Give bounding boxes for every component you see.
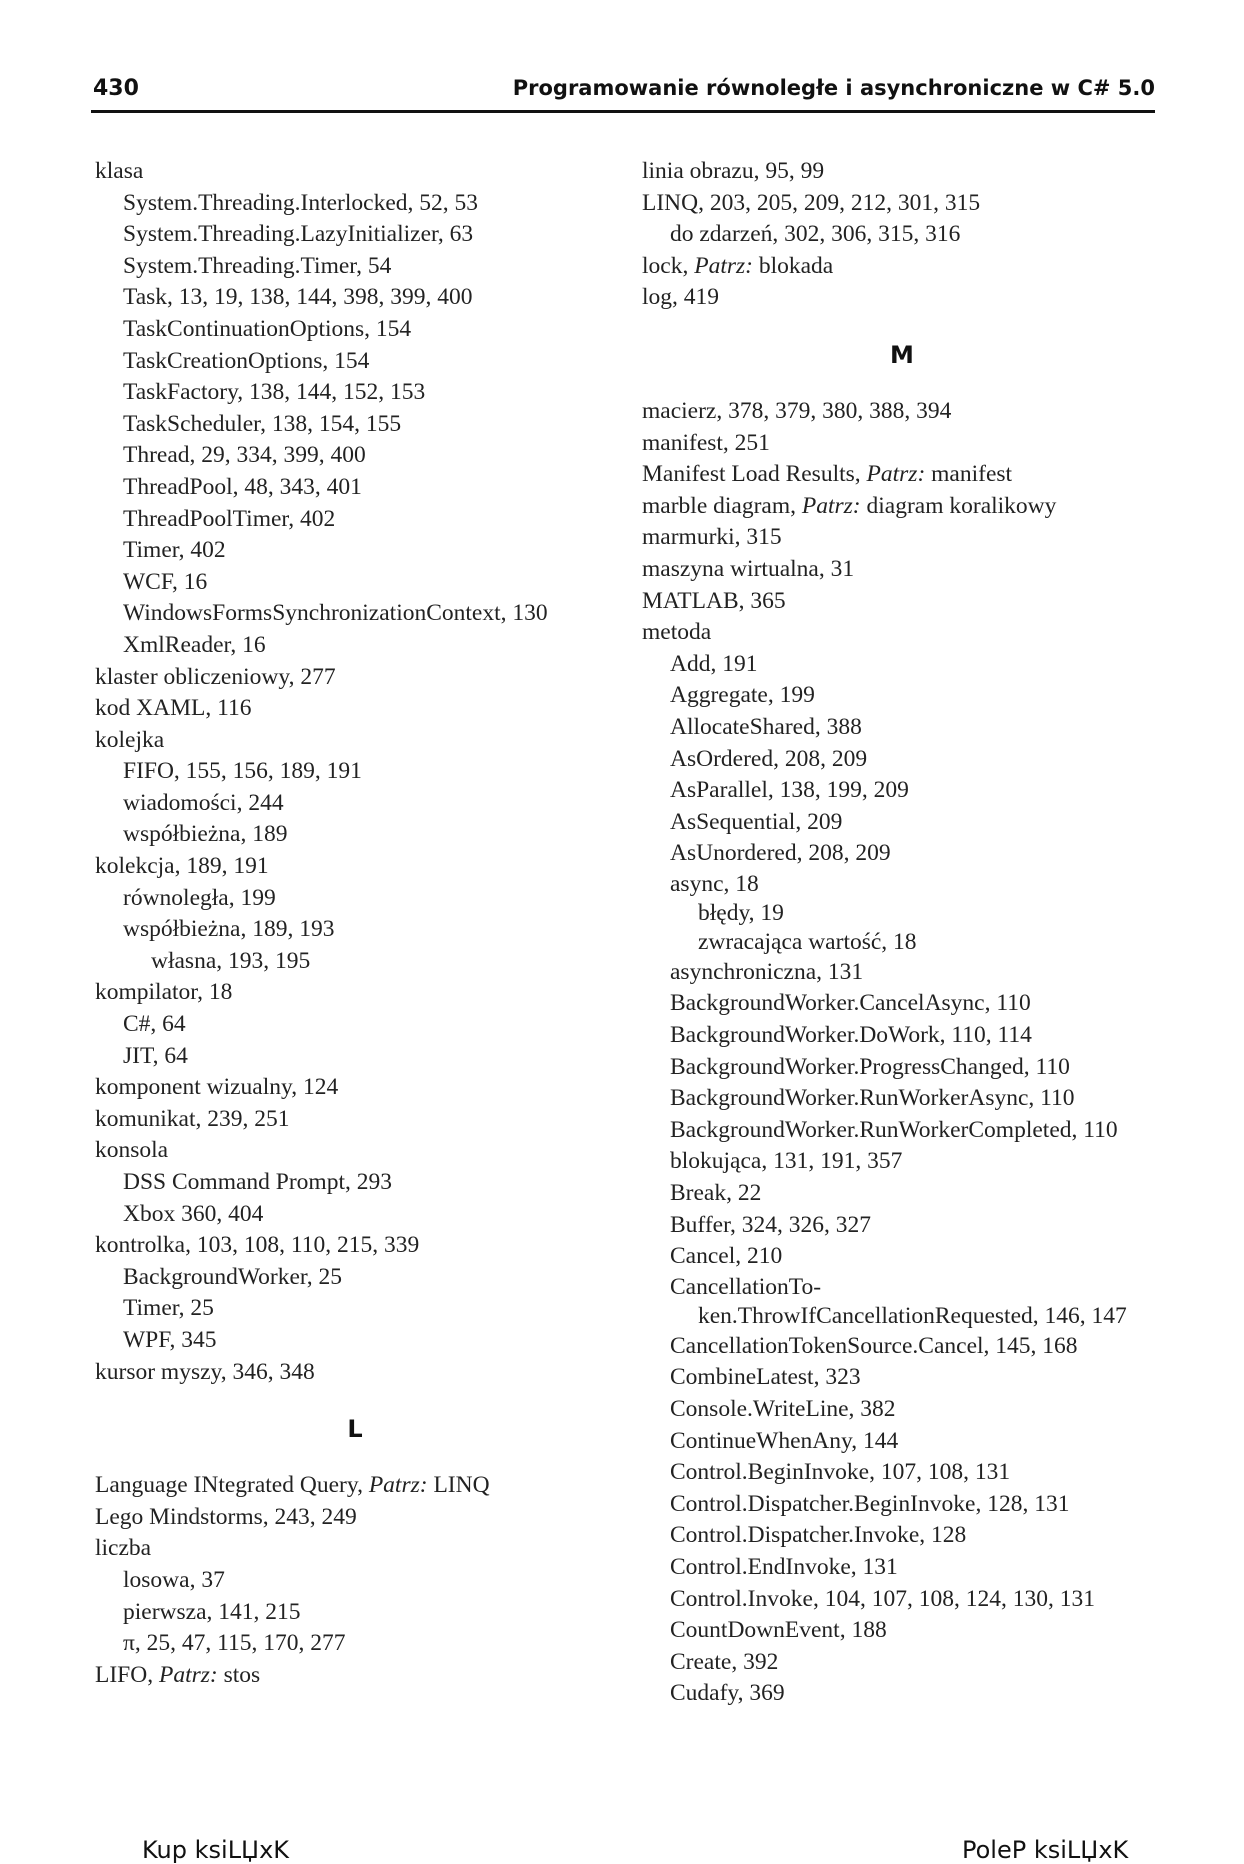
index-entry — [642, 554, 1162, 586]
entry-text: π, 25, 47, 115, 170, 277 — [123, 1630, 346, 1657]
index-subentry — [642, 1020, 1162, 1052]
index-entry — [642, 522, 1162, 554]
entry-text: komponent wizualny, 124 — [95, 1074, 339, 1101]
index-subentry — [642, 219, 1162, 251]
index-subentry — [95, 504, 615, 536]
entry-text: Add, 191 — [670, 650, 758, 677]
entry-text: CountDownEvent, 188 — [670, 1617, 887, 1644]
index-entry — [642, 617, 1162, 649]
see-reference-target: LINQ — [427, 1472, 490, 1499]
index-subentry — [642, 807, 1162, 839]
entry-text: BackgroundWorker.RunWorkerAsync, 110 — [670, 1085, 1075, 1112]
entry-text: LIFO, — [95, 1661, 159, 1688]
entry-text: Aggregate, 199 — [670, 682, 815, 709]
entry-text: AsOrdered, 208, 209 — [670, 745, 868, 772]
entry-text: WindowsFormsSynchronizationContext, 130 — [123, 600, 548, 627]
index-subentry — [642, 1083, 1162, 1115]
entry-text: konsola — [95, 1137, 169, 1164]
index-subentry — [95, 1041, 615, 1073]
index-subentry — [642, 1584, 1162, 1616]
entry-text: async, 18 — [670, 870, 759, 897]
running-header — [91, 76, 1155, 113]
see-reference-label: Patrz: — [801, 492, 861, 519]
index-subentry — [95, 598, 615, 630]
entry-text: CombineLatest, 323 — [670, 1364, 861, 1391]
see-reference-target: manifest — [925, 461, 1013, 488]
entry-text: LINQ, 203, 205, 209, 212, 301, 315 — [642, 189, 981, 216]
entry-text: Control.EndInvoke, 131 — [670, 1553, 898, 1580]
index-entry — [95, 156, 615, 188]
entry-text: WPF, 345 — [123, 1326, 217, 1353]
entry-text: Control.Invoke, 104, 107, 108, 124, 130, 131 — [670, 1585, 1095, 1612]
entry-text: współbieżna, 189 — [123, 821, 288, 848]
entry-text: Cudafy, 369 — [670, 1680, 785, 1707]
index-subentry — [95, 1325, 615, 1357]
entry-text: asynchroniczna, 131 — [670, 958, 864, 985]
index-entry — [642, 282, 1162, 314]
entry-text: ThreadPoolTimer, 402 — [123, 505, 336, 532]
index-subentry — [95, 251, 615, 283]
entry-text: XmlReader, 16 — [123, 631, 266, 658]
entry-text: Control.Dispatcher.Invoke, 128 — [670, 1522, 967, 1549]
index-subentry — [642, 1210, 1162, 1242]
entry-text: marmurki, 315 — [642, 524, 782, 551]
index-subentry — [95, 567, 615, 599]
index-subentry — [642, 649, 1162, 681]
entry-text: metoda — [642, 619, 712, 646]
index-subentry — [95, 1597, 615, 1629]
entry-text: Create, 392 — [670, 1648, 779, 1675]
entry-text: TaskCreationOptions, 154 — [123, 347, 370, 374]
entry-text: Control.BeginInvoke, 107, 108, 131 — [670, 1459, 1011, 1486]
index-subentry — [642, 1615, 1162, 1647]
index-subentry — [642, 1647, 1162, 1679]
entry-text: losowa, 37 — [123, 1566, 225, 1593]
index-subentry — [95, 409, 615, 441]
footer-recommend-link[interactable]: PoleP ksiLЏxK — [962, 1836, 1129, 1864]
entry-text: kolekcja, 189, 191 — [95, 853, 269, 880]
entry-text: MATLAB, 365 — [642, 587, 786, 614]
entry-text: komunikat, 239, 251 — [95, 1105, 290, 1132]
entry-text: Timer, 25 — [123, 1295, 214, 1322]
index-subentry — [642, 1552, 1162, 1584]
entry-text: TaskContinuationOptions, 154 — [123, 315, 412, 342]
see-reference-target: blokada — [752, 252, 834, 279]
index-entry — [642, 428, 1162, 460]
entry-text: BackgroundWorker.RunWorkerCompleted, 110 — [670, 1116, 1118, 1143]
entry-text: CancellationTo- — [670, 1273, 822, 1300]
index-subentry — [95, 788, 615, 820]
entry-text: BackgroundWorker, 25 — [123, 1263, 343, 1290]
index-subentry — [95, 1293, 615, 1325]
entry-text: Control.Dispatcher.BeginInvoke, 128, 131 — [670, 1490, 1070, 1517]
index-subsubentry — [642, 928, 1162, 957]
entry-text: manifest, 251 — [642, 429, 770, 456]
index-entry — [95, 662, 615, 694]
entry-text: AsUnordered, 208, 209 — [670, 840, 891, 867]
entry-text: liczba — [95, 1535, 152, 1562]
see-reference-label: Patrz: — [866, 461, 926, 488]
entry-text: AsParallel, 138, 199, 209 — [670, 777, 909, 804]
index-entry — [95, 1470, 615, 1502]
index-subentry — [95, 1628, 615, 1660]
entry-text: ThreadPool, 48, 343, 401 — [123, 473, 362, 500]
index-subsubentry — [642, 1302, 1162, 1331]
index-subentry — [95, 282, 615, 314]
index-entry — [95, 1357, 615, 1389]
see-reference-target: stos — [217, 1661, 261, 1688]
see-reference-label: Patrz: — [158, 1661, 218, 1688]
index-subentry — [642, 1178, 1162, 1210]
index-subentry — [95, 914, 615, 946]
index-entry — [95, 1660, 615, 1692]
index-subentry — [642, 870, 1162, 899]
entry-text: AsSequential, 209 — [670, 808, 843, 835]
footer-buy-link[interactable]: Kup ksiLЏxK — [142, 1836, 290, 1864]
entry-text: własna, 193, 195 — [151, 947, 311, 974]
index-subentry — [95, 819, 615, 851]
entry-text: wiadomości, 244 — [123, 789, 284, 816]
index-subentry — [95, 1009, 615, 1041]
index-entry — [95, 1230, 615, 1262]
entry-text: FIFO, 155, 156, 189, 191 — [123, 758, 362, 785]
entry-text: TaskFactory, 138, 144, 152, 153 — [123, 379, 426, 406]
index-subsubentry — [95, 946, 615, 978]
index-subentry — [642, 680, 1162, 712]
entry-text: kolejka — [95, 726, 165, 753]
index-subsubentry — [642, 899, 1162, 928]
section-letter-text: M — [890, 340, 914, 369]
index-subentry — [95, 1262, 615, 1294]
entry-text: Break, 22 — [670, 1180, 762, 1207]
index-subentry — [95, 219, 615, 251]
index-entry — [95, 725, 615, 757]
index-entry — [642, 188, 1162, 220]
index-subentry — [642, 1426, 1162, 1458]
entry-text: kompilator, 18 — [95, 979, 233, 1006]
index-subentry — [642, 957, 1162, 989]
index-subentry — [642, 988, 1162, 1020]
index-subentry — [642, 1457, 1162, 1489]
page-number: 430 — [93, 76, 139, 101]
index-entry — [642, 396, 1162, 428]
index-entry — [95, 1104, 615, 1136]
index-subentry — [642, 1273, 1162, 1302]
entry-text: TaskScheduler, 138, 154, 155 — [123, 410, 402, 437]
entry-text: Timer, 402 — [123, 537, 226, 564]
entry-text: System.Threading.Timer, 54 — [123, 252, 392, 279]
index-subentry — [95, 883, 615, 915]
entry-text: macierz, 378, 379, 380, 388, 394 — [642, 397, 952, 424]
entry-text: C#, 64 — [123, 1011, 186, 1038]
entry-text: kod XAML, 116 — [95, 695, 252, 722]
entry-text: Console.WriteLine, 382 — [670, 1396, 896, 1422]
entry-text: BackgroundWorker.CancelAsync, 110 — [670, 990, 1031, 1017]
index-column-left — [95, 156, 615, 1691]
index-subentry — [642, 744, 1162, 776]
index-entry — [95, 693, 615, 725]
entry-text: marble diagram, — [642, 492, 802, 519]
entry-text: maszyna wirtualna, 31 — [642, 555, 855, 582]
index-entry — [642, 491, 1162, 523]
entry-text: BackgroundWorker.DoWork, 110, 114 — [670, 1022, 1032, 1049]
index-entry — [642, 156, 1162, 188]
index-subentry — [95, 346, 615, 378]
index-subentry — [642, 1052, 1162, 1084]
see-reference-label: Patrz: — [694, 252, 753, 279]
entry-text: Language INtegrated Query, — [95, 1472, 369, 1499]
index-subentry — [642, 1331, 1162, 1363]
entry-text: klasa — [95, 158, 144, 184]
index-subentry — [95, 1167, 615, 1199]
entry-text: WCF, 16 — [123, 568, 208, 595]
entry-text: klaster obliczeniowy, 277 — [95, 663, 336, 690]
index-subentry — [95, 188, 615, 220]
section-letter-text: L — [347, 1415, 363, 1444]
index-subentry — [642, 1362, 1162, 1394]
index-entry — [95, 977, 615, 1009]
entry-text: ken.ThrowIfCancellationRequested, 146, 147 — [698, 1302, 1127, 1329]
entry-text: log, 419 — [642, 284, 720, 311]
entry-text: do zdarzeń, 302, 306, 315, 316 — [670, 221, 961, 248]
see-reference-target: diagram koralikowy — [860, 492, 1057, 519]
entry-text: BackgroundWorker.ProgressChanged, 110 — [670, 1053, 1070, 1080]
entry-text: System.Threading.Interlocked, 52, 53 — [123, 189, 479, 216]
index-subentry — [642, 1115, 1162, 1147]
index-entry — [642, 459, 1162, 491]
entry-text: Cancel, 210 — [670, 1243, 783, 1270]
index-subentry — [95, 314, 615, 346]
entry-text: kontrolka, 103, 108, 110, 215, 339 — [95, 1232, 420, 1259]
index-subentry — [642, 838, 1162, 870]
index-entry — [642, 251, 1162, 283]
see-reference-label: Patrz: — [368, 1472, 428, 1499]
index-subentry — [95, 756, 615, 788]
entry-text: ContinueWhenAny, 144 — [670, 1427, 899, 1454]
index-entry — [642, 586, 1162, 618]
index-subentry — [95, 440, 615, 472]
index-subentry — [95, 1565, 615, 1597]
entry-text: linia obrazu, 95, 99 — [642, 158, 825, 184]
index-entry — [95, 851, 615, 883]
index-subentry — [642, 1394, 1162, 1426]
entry-text: Thread, 29, 334, 399, 400 — [123, 442, 366, 469]
entry-text: CancellationTokenSource.Cancel, 145, 168 — [670, 1332, 1078, 1359]
entry-text: zwracająca wartość, 18 — [698, 928, 917, 955]
index-column-right — [642, 156, 1162, 1710]
index-subentry — [642, 1241, 1162, 1273]
entry-text: DSS Command Prompt, 293 — [123, 1169, 392, 1195]
entry-text: Task, 13, 19, 138, 144, 398, 399, 400 — [123, 284, 473, 311]
index-subentry — [95, 535, 615, 567]
index-entry — [95, 1502, 615, 1534]
entry-text: JIT, 64 — [123, 1042, 188, 1069]
entry-text: Lego Mindstorms, 243, 249 — [95, 1503, 357, 1530]
index-subentry — [642, 1489, 1162, 1521]
entry-text: Buffer, 324, 326, 327 — [670, 1211, 871, 1238]
index-section-letter — [642, 314, 1162, 396]
entry-text: System.Threading.LazyInitializer, 63 — [123, 221, 474, 248]
entry-text: AllocateShared, 388 — [670, 713, 862, 740]
index-entry — [95, 1072, 615, 1104]
entry-text: równoległa, 199 — [123, 884, 276, 911]
index-entry — [95, 1135, 615, 1167]
entry-text: blokująca, 131, 191, 357 — [670, 1148, 903, 1175]
book-title: Programowanie równoległe i asynchroniczne w C# 5.0 — [512, 76, 1155, 100]
index-subentry — [95, 377, 615, 409]
entry-text: kursor myszy, 346, 348 — [95, 1358, 315, 1385]
index-subentry — [95, 630, 615, 662]
entry-text: współbieżna, 189, 193 — [123, 916, 335, 943]
index-subentry — [642, 775, 1162, 807]
index-subentry — [95, 1199, 615, 1231]
entry-text: pierwsza, 141, 215 — [123, 1598, 301, 1625]
index-subentry — [642, 1678, 1162, 1710]
index-section-letter — [95, 1388, 615, 1470]
index-entry — [95, 1533, 615, 1565]
entry-text: błędy, 19 — [698, 899, 784, 926]
index-subentry — [642, 712, 1162, 744]
entry-text: Manifest Load Results, — [642, 461, 867, 488]
entry-text: lock, — [642, 252, 695, 279]
entry-text: Xbox 360, 404 — [123, 1200, 264, 1227]
index-subentry — [95, 472, 615, 504]
index-subentry — [642, 1146, 1162, 1178]
index-subentry — [642, 1520, 1162, 1552]
